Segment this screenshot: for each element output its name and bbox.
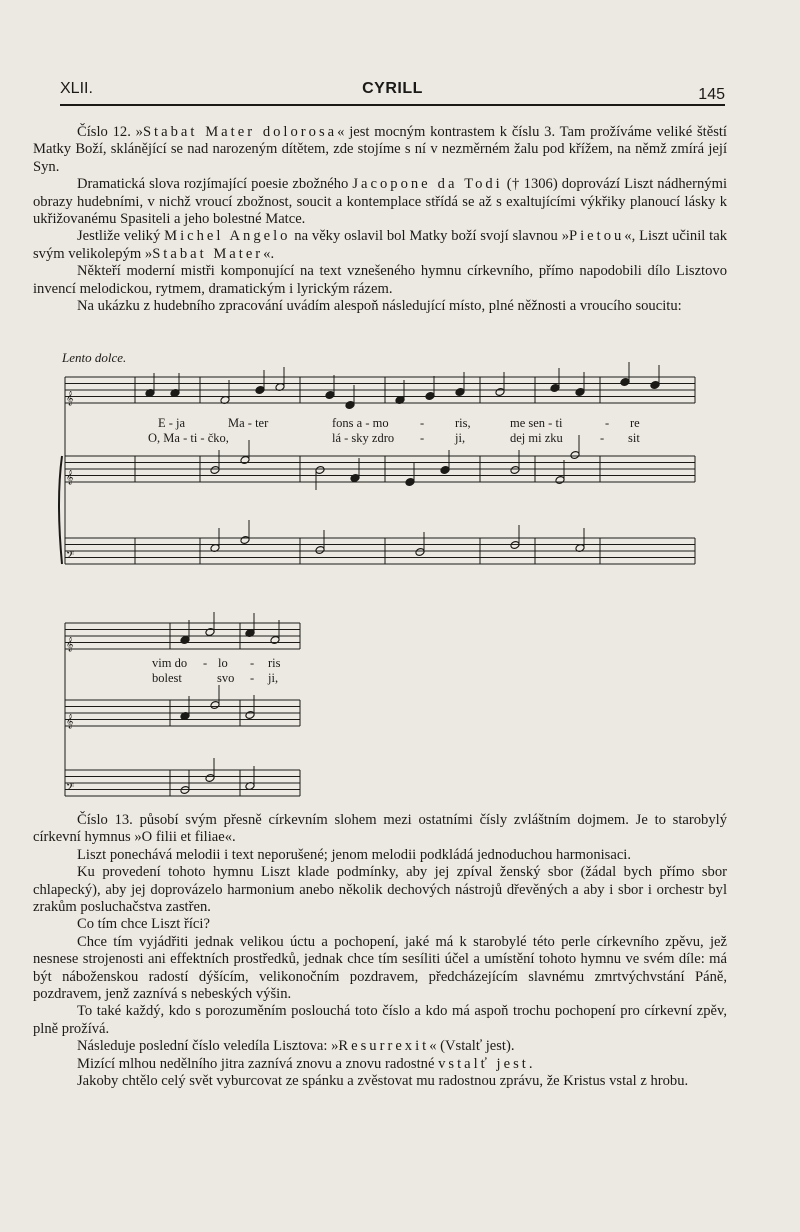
lyric-syllable: - (600, 431, 605, 445)
paragraph: Někteří moderní mistři komponující na text vznešeného hymnu církevního, přímo napodobili dílo Lisztovo invencí melodickou, rytmem, dramatickým i lyrickým rázem. (33, 263, 727, 297)
title-spaced: Stabat Mater dolorosa (142, 124, 338, 140)
lyric-syllable: svo (217, 671, 235, 685)
paragraph: Mizící mlhou nedělního jitra zaznívá znovu a znovu radostné vstalť jest. (77, 1055, 533, 1072)
lyric-syllable: ris, (455, 416, 471, 430)
paragraph: To také každý, kdo s porozuměním poslouchá toto číslo a kdo má aspoň trochu pochopení pro církevní zpěv, plně prožívá. (33, 1003, 727, 1037)
treble-clef: 𝄞 (66, 470, 74, 484)
paragraph: Dramatická slova rozjímající poesie zbožného Jacopone da Todi († 1306) doprovází Liszt nádhernými obrazy hudebními, v nichž vroucí zbožnost, soucit a kontemplace střídá se až s exaltujícími výkřiky planoucí lásky k ukřižovanému Spasiteli a jeho bolestné Matce. (33, 176, 727, 228)
lyric-syllable: Ma - ter (228, 416, 269, 430)
lyric-syllable: - (605, 416, 610, 430)
paragraph: Ku provedení tohoto hymnu Liszt klade podmínky, aby jej zpíval ženský sbor (žádal bych přímo sbor chlapecký), aby jej doprovázelo harmonium anebo několik dechových nástrojů dřevěných a aby i sbor i orchestr byl zrakům posluchačstva zastřen. (33, 864, 727, 916)
lyric-syllable: fons a - mo (332, 416, 389, 430)
text-block-lower (33, 812, 727, 1091)
lyric-syllable: - (420, 416, 425, 430)
treble-clef: 𝄞 (66, 714, 74, 728)
brace (59, 456, 62, 564)
paragraph: Chce tím vyjádřiti jednak velikou úctu a pochopení, jaké má k starobylé této perle církevního zpěvu, jež nesnese strojenosti ani effektních prostředků, jednak chce tím sesíliti účel a umístění tohoto hymnu ve svém díle: má být náboženskou radostí dýšícím, velikonočním pozdravem, předcházejícím slavnému zmrtvýchvstání Páně, pozdravem, jenž zaznívá s nebeských výšin. (33, 933, 727, 1003)
paragraph: Liszt ponechává melodii i text neporušené; jenom melodii podkládá jednoduchou harmonisaci. (77, 846, 632, 863)
lyric-syllable: - (250, 671, 255, 685)
lyric-syllable: sit (628, 431, 640, 445)
paragraph: Následuje poslední číslo veledíla Lisztova: »Resurrexit« (Vstalť jest). (77, 1038, 515, 1055)
bass-clef: 𝄢 (66, 549, 75, 563)
lyric-syllable: dej mi zku (510, 431, 563, 445)
paragraph: Na ukázku z hudebního zpracování uvádím alespoň následující místo, plné něžnosti a vroucího soucitu: (77, 298, 682, 315)
treble-clef: 𝄞 (66, 391, 74, 405)
lyric-syllable: ji, (268, 671, 279, 685)
lyric-syllable: lo (218, 656, 228, 670)
page-number: 145 (698, 86, 725, 103)
lyric-syllable: E - ja (158, 416, 186, 430)
tempo-marking: Lento dolce. (62, 350, 127, 365)
lyric-syllable: - (250, 656, 255, 670)
chapter-number: XLII. (60, 80, 93, 97)
treble-clef: 𝄞 (66, 637, 74, 651)
lyric-syllable: - (203, 656, 208, 670)
paragraph: Číslo 12. »Stabat Mater dolorosa« jest mocným kontrastem k číslu 3. Tam prožíváme veliké štěstí Matky Boží, sklánějící se nad narozeným dítětem, zde stojíme s ní v nezměrném žalu pod křížem, na němž zmírá její Syn. (33, 124, 727, 175)
bass-clef: 𝄢 (66, 781, 75, 795)
lyric-syllable: O, Ma - ti - čko, (148, 431, 229, 445)
lyric-syllable: - (420, 431, 425, 445)
lyric-syllable: bolest (152, 671, 182, 685)
running-title: CYRILL (362, 80, 423, 97)
paragraph: Číslo 13. působí svým přesně církevním slohem mezi ostatními čísly zvláštním dojmem. Je to starobylý církevní hymnus »O filii et filiae«. (33, 812, 727, 846)
paragraph: Jestliže veliký Michel Angelo na věky oslavil bol Matky boží svojí slavnou »Pietou«, Liszt učinil tak svým velikolepým »Stabat Mater«. (33, 228, 727, 262)
lyric-syllable: vim do (152, 656, 188, 670)
paragraph: Co tím chce Liszt říci? (77, 916, 210, 933)
paragraph: Jakoby chtělo celý svět vyburcovat ze spánku a zvěstovat mu radostnou zprávu, že Kristus vstal z hrobu. (77, 1073, 689, 1090)
name-spaced: Michel Angelo (164, 228, 291, 245)
lyric-syllable: ris (268, 656, 281, 670)
lyric-syllable: me sen - ti (510, 416, 563, 430)
name-spaced: Jacopone da Todi (352, 176, 503, 193)
lyric-syllable: re (630, 416, 640, 430)
lyric-syllable: ji, (455, 431, 466, 445)
lyric-syllable: lá - sky zdro (332, 431, 395, 445)
